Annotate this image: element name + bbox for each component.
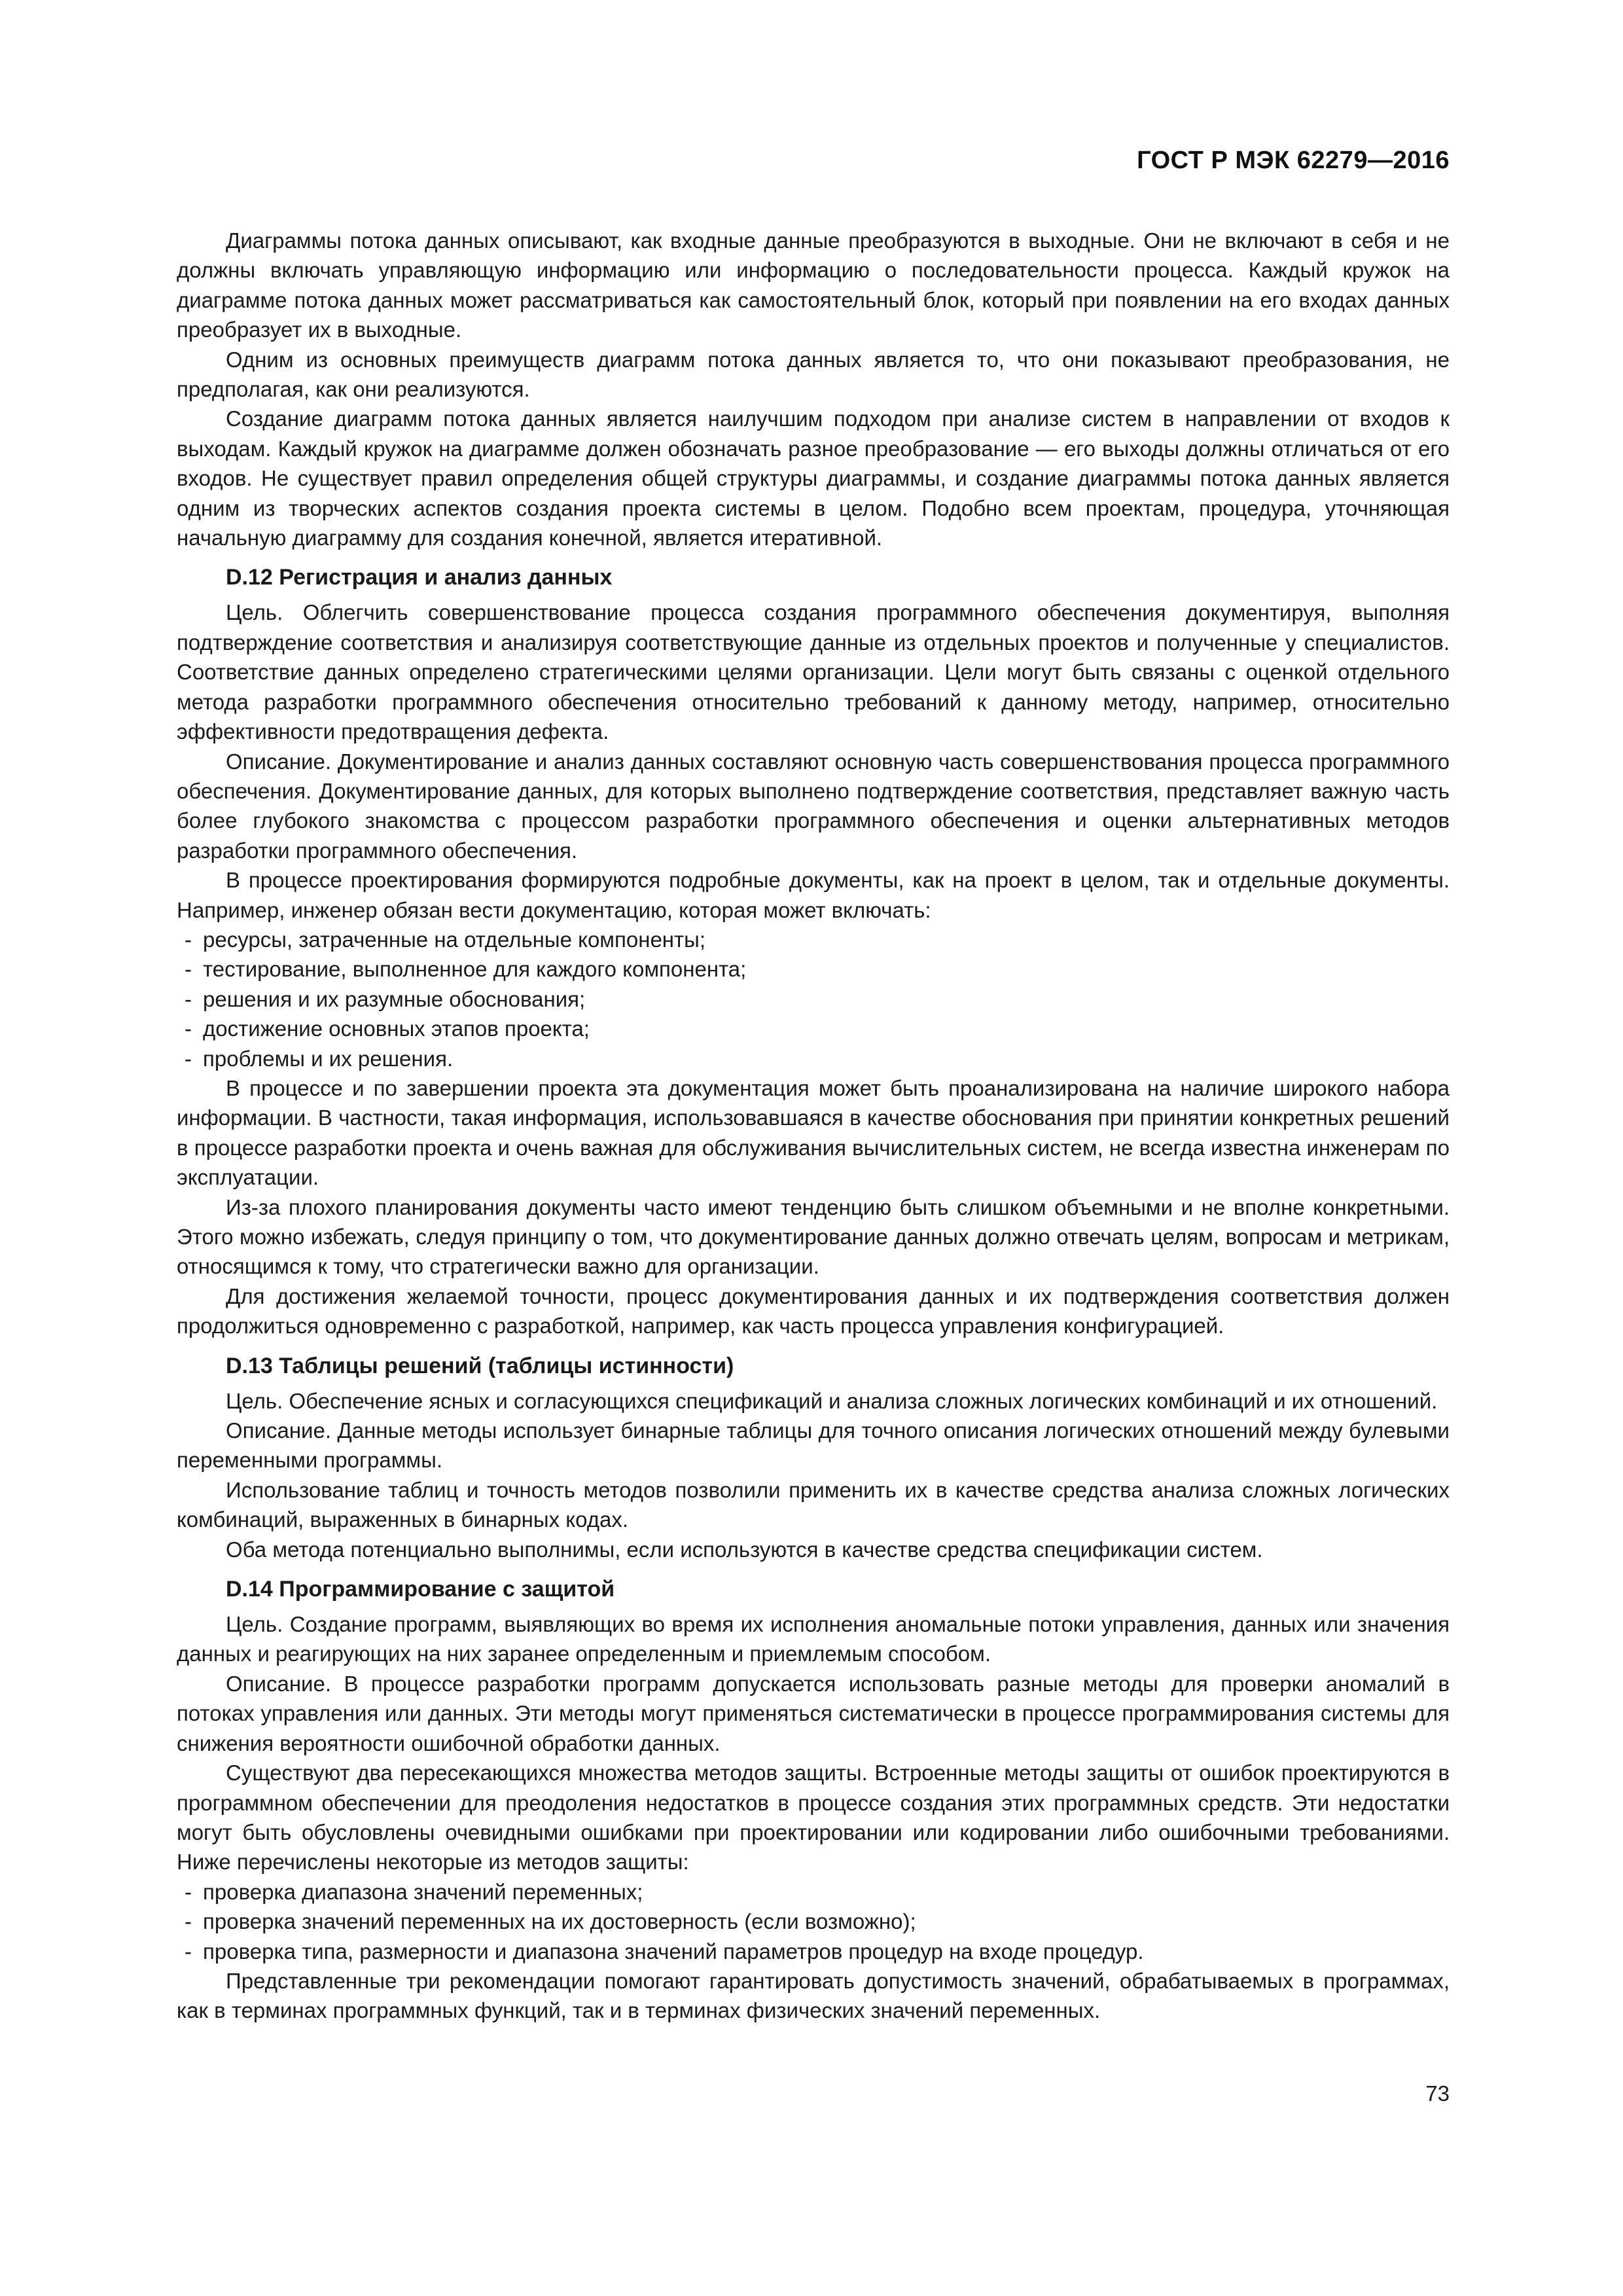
paragraph: Существуют два пересекающихся множества методов защиты. Встроенные методы защиты от ошибок проектируются в программном обеспечении для преодоления недостатков в процессе создания этих программных средств. Эти недостатки могут быть обусловлены очевидными ошибками при проектировании или кодировании либо ошибочными требованиями. Ниже перечислены некоторые из методов защиты:: [177, 1761, 1450, 1874]
standard-id-header: ГОСТ Р МЭК 62279—2016: [1137, 147, 1450, 174]
paragraph: Описание. В процессе разработки программ допускается использовать разные методы для проверки аномалий в потоках управления или данных. Эти методы могут применяться систематически в процессе программирования системы для снижения вероятности ошибочной обработки данных.: [177, 1671, 1450, 1755]
paragraph: Диаграммы потока данных описывают, как входные данные преобразуются в выходные. Они не включают в себя и не должны включать управляющую информацию или информацию о последовательности процесса. Каждый кружок на диаграмме потока данных может рассматриваться как самостоятельный блок, который при появлении на его входах данных преобразует их в выходные.: [177, 228, 1450, 342]
bullet-list: [177, 925, 1450, 1073]
paragraph: В процессе проектирования формируются подробные документы, как на проект в целом, так и отдельные документы. Например, инженер обязан вести документацию, которая может включать:: [177, 868, 1450, 922]
section-heading-d14: D.14 Программирование с защитой: [226, 1577, 615, 1602]
list-item: - проверка значений переменных на их достоверность (если возможно);: [185, 1907, 1450, 1936]
list-item: - проблемы и их решения.: [185, 1044, 1450, 1073]
list-item: - проверка типа, размерности и диапазона значений параметров процедур на входе процедур.: [185, 1937, 1450, 1966]
paragraph: Цель. Создание программ, выявляющих во время их исполнения аномальные потоки управления, данных или значения данных и реагирующих на них заранее определенным и приемлемым способом.: [177, 1612, 1450, 1666]
paragraph: Цель. Облегчить совершенствование процесса создания программного обеспечения документируя, выполняя подтверждение соответствия и анализируя соответствующие данные из отдельных проектов и полученные у специалистов. Соответствие данных определено стратегическими целями организации. Цели могут быть связаны с оценкой отдельного метода разработки программного обеспечения относительно требований к данному методу, например, относительно эффективности предотвращения дефекта.: [177, 600, 1450, 744]
section-heading-d12: D.12 Регистрация и анализ данных: [226, 565, 613, 590]
bullet-list: [177, 1877, 1450, 1966]
paragraph: Из-за плохого планирования документы часто имеют тенденцию быть слишком объемными и не вполне конкретными. Этого можно избежать, следуя принципу о том, что документирование данных должно отвечать целям, вопросам и метрикам, относящимся к тому, что стратегически важно для организации.: [177, 1194, 1450, 1279]
paragraph: Оба метода потенциально выполнимы, если используются в качестве средства спецификации систем.: [226, 1537, 1263, 1562]
paragraph: Представленные три рекомендации помогают гарантировать допустимость значений, обрабатываемых в программах, как в терминах программных функций, так и в терминах физических значений переменных.: [177, 1968, 1450, 2023]
paragraph: Использование таблиц и точность методов позволили применить их в качестве средства анализа сложных логических комбинаций, выраженных в бинарных кодах.: [177, 1477, 1450, 1532]
paragraph: В процессе и по завершении проекта эта документация может быть проанализирована на наличие широкого набора информации. В частности, такая информация, использовавшаяся в качестве обоснования при принятии конкретных решений в процессе разработки проекта и очень важная для обслуживания вычислительных систем, не всегда известна инженерам по эксплуатации.: [177, 1075, 1450, 1190]
paragraph: Для достижения желаемой точности, процесс документирования данных и их подтверждения соответствия должен продолжиться одновременно с разработкой, например, как часть процесса управления конфигурацией.: [177, 1283, 1450, 1338]
paragraph: Описание. Документирование и анализ данных составляют основную часть совершенствования процесса программного обеспечения. Документирование данных, для которых выполнено подтверждение соответствия, представляет важную часть более глубокого знакомства с процессом разработки программного обеспечения и оценки альтернативных методов разработки программного обеспечения.: [177, 749, 1450, 863]
page-number: 73: [1425, 2081, 1450, 2106]
paragraph: Одним из основных преимуществ диаграмм потока данных является то, что они показывают преобразования, не предполагая, как они реализуются.: [177, 347, 1450, 402]
list-item: - решения и их разумные обоснования;: [185, 984, 1450, 1014]
list-item: - ресурсы, затраченные на отдельные компоненты;: [185, 925, 1450, 954]
list-item: - тестирование, выполненное для каждого компонента;: [185, 954, 1450, 984]
document-page: [177, 0, 1450, 2296]
section-heading-d13: D.13 Таблицы решений (таблицы истинности): [226, 1353, 734, 1378]
paragraph: Цель. Обеспечение ясных и согласующихся спецификаций и анализа сложных логических комбинаций и их отношений.: [226, 1388, 1438, 1413]
list-item: - достижение основных этапов проекта;: [185, 1014, 1450, 1043]
paragraph: Создание диаграмм потока данных является наилучшим подходом при анализе систем в направлении от входов к выходам. Каждый кружок на диаграмме должен обозначать разное преобразование — его выходы должны отличаться от его входов. Не существует правил определения общей структуры диаграммы, и создание диаграммы потока данных является одним из творческих аспектов создания проекта системы в целом. Подобно всем проектам, процедура, уточняющая начальную диаграмму для создания конечной, является итеративной.: [177, 406, 1450, 550]
list-item: - проверка диапазона значений переменных;: [185, 1877, 1450, 1907]
paragraph: Описание. Данные методы использует бинарные таблицы для точного описания логических отношений между булевыми переменными программы.: [177, 1418, 1450, 1473]
document-body: [177, 226, 1450, 2026]
